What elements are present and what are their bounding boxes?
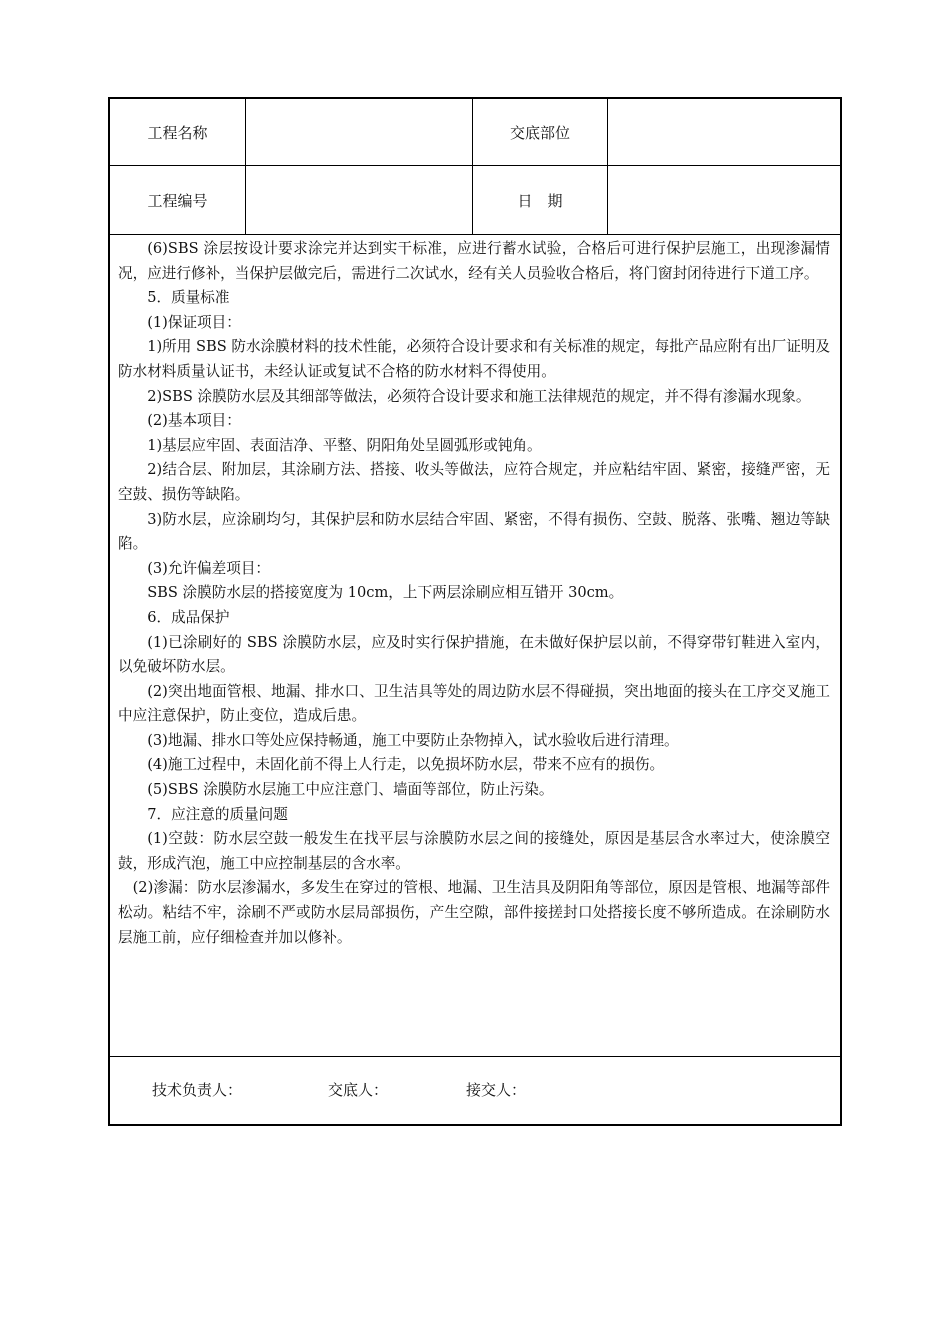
sub-heading: (2)基本项目：: [147, 412, 241, 430]
section-heading: 6．成品保护: [147, 608, 230, 626]
presenter-signature-label: 交底人：: [328, 1081, 389, 1099]
paragraph: (3)地漏、排水口等处应保持畅通，施工中要防止杂物掉入，试水验收后进行清理。: [147, 731, 679, 749]
receiver-signature-label: 接交人：: [466, 1081, 527, 1099]
paragraph: (1)已涂刷好的 SBS 涂膜防水层，应及时实行保护措施，在未做好保护层以前，不得穿带钉鞋进入室内，以免破坏防水层。: [118, 633, 830, 676]
disclosure-content: [118, 237, 830, 950]
paragraph: 2)结合层、附加层，其涂刷方法、搭接、收头等做法，应符合规定，并应粘结牢固、紧密，接缝严密，无空鼓、损伤等缺陷。: [118, 461, 830, 503]
paragraph: (5)SBS 涂膜防水层施工中应注意门、墙面等部位，防止污染。: [147, 781, 554, 799]
paragraph: 3)防水层，应涂刷均匀，其保护层和防水层结合牢固、紧密，不得有损伤、空鼓、脱落、张嘴、翘边等缺陷。: [118, 510, 830, 553]
sub-heading: (3)允许偏差项目：: [147, 559, 271, 577]
paragraph: 2)SBS 涂膜防水层及其细部等做法，必须符合设计要求和施工法律规范的规定，并不得有渗漏水现象。: [147, 387, 811, 405]
section-heading: 5．质量标准: [147, 289, 230, 307]
date-field[interactable]: [608, 166, 840, 234]
section-heading: 7．应注意的质量问题: [147, 805, 288, 823]
header-bottom-border: [110, 234, 840, 235]
paragraph: (4)施工过程中，未固化前不得上人行走，以免损坏防水层，带来不应有的损伤。: [147, 756, 665, 774]
paragraph: (1)空鼓：防水层空鼓一般发生在找平层与涂膜防水层之间的接缝处，原因是基层含水率过大，使涂膜空鼓，形成汽泡，施工中应控制基层的含水率。: [118, 830, 830, 872]
paragraph: (2)突出地面管根、地漏、排水口、卫生洁具等处的周边防水层不得碰损，突出地面的接头在工序交叉施工中应注意保护，防止变位，造成后患。: [118, 682, 830, 725]
project-name-field[interactable]: [246, 99, 472, 165]
paragraph: 1)所用 SBS 防水涂膜材料的技术性能，必须符合设计要求和有关标准的规定，每批产品应附有出厂证明及防水材料质量认证书，未经认证或复试不合格的防水材料不得使用。: [118, 338, 830, 380]
project-name-label: 工程名称: [147, 123, 208, 142]
project-no-label: 工程编号: [147, 191, 208, 210]
paragraph: SBS 涂膜防水层的搭接宽度为 10cm，上下两层涂刷应相互错开 30cm。: [147, 584, 624, 602]
location-field[interactable]: [608, 99, 840, 165]
sub-heading: (1)保证项目：: [147, 313, 241, 331]
paragraph: (6)SBS 涂层按设计要求涂完并达到实干标准，应进行蓄水试验，合格后可进行保护层施工，出现渗漏情况，应进行修补，当保护层做完后，需进行二次试水，经有关人员验收合格后，将门窗封闭待进行下道工序。: [118, 240, 830, 282]
project-no-field[interactable]: [246, 166, 472, 234]
disclosure-form: [108, 97, 842, 1126]
location-label: 交底部位: [509, 123, 570, 142]
tech-lead-signature-label: 技术负责人：: [152, 1081, 243, 1099]
date-label: 日 期: [517, 191, 563, 210]
paragraph: 1)基层应牢固、表面洁净、平整、阴阳角处呈圆弧形或钝角。: [147, 436, 542, 454]
paragraph: (2)渗漏：防水层渗漏水，多发生在穿过的管根、地漏、卫生洁具及阴阳角等部位，原因是管根、地漏等部件松动。粘结不牢，涂刷不严或防水层局部损伤，产生空隙，部件接搓封口处搭接长度不够所造成。在涂刷防水层施工前，应仔细检查并加以修补。: [118, 879, 830, 946]
signature-row: [110, 1057, 840, 1125]
